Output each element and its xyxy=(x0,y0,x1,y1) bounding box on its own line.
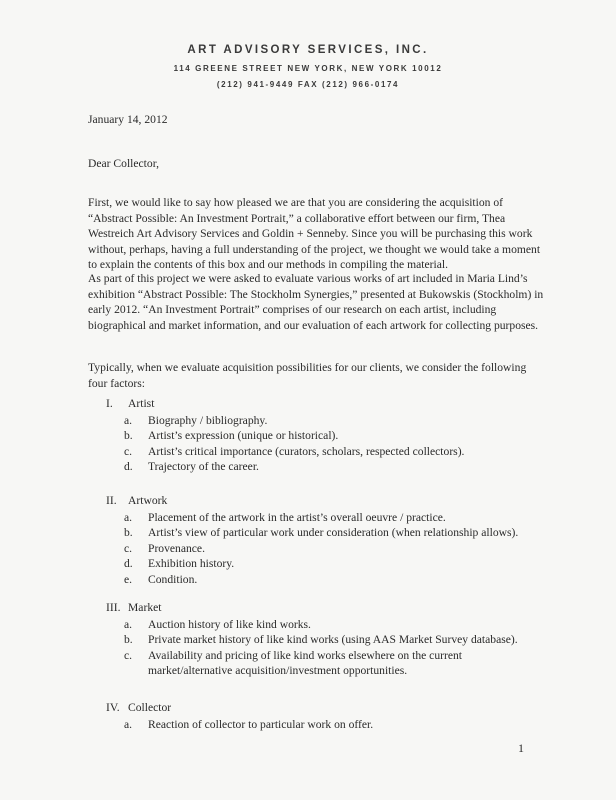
letter-date: January 14, 2012 xyxy=(88,113,168,126)
section-title xyxy=(106,493,528,509)
section-numeral: III. xyxy=(106,601,121,614)
list-item: e. Condition. xyxy=(124,572,198,586)
list-item: c. Artist’s critical importance (curators, scholars, respected collectors). xyxy=(124,444,465,458)
section-numeral: I. xyxy=(106,397,113,410)
section-numeral: II. xyxy=(106,494,117,507)
section-title-text: Artwork xyxy=(128,494,168,507)
list-item: c. Availability and pricing of like kind works elsewhere on the current market/alternative acquisition/investment opportunities. xyxy=(124,648,463,678)
section-title-text: Market xyxy=(128,601,162,614)
page-number: 1 xyxy=(518,741,524,755)
letterhead-address: 114 GREENE STREET NEW YORK, NEW YORK 10012 xyxy=(173,64,443,73)
list-item: b. Artist’s expression (unique or historical). xyxy=(124,429,339,443)
paragraph-evaluation: As part of this project we were asked to evaluate various works of art included in Maria Lind’s exhibition “Abstract Possible: The Stockholm Synergies,” presented at Bukowskis (Stockholm) in early 2012. “An Investment Portrait” comprises of our research on each artist, including biographical and market information, and our evaluation of each artwork for collecting purposes. xyxy=(88,272,544,332)
list-item: a. Auction history of like kind works. xyxy=(124,617,311,631)
section-title-text: Artist xyxy=(128,397,155,410)
list-item: c. Provenance. xyxy=(124,541,205,555)
letterhead-phone-fax: (212) 941-9449 FAX (212) 966-0174 xyxy=(216,80,400,89)
list-item: d. Exhibition history. xyxy=(124,557,235,571)
list-item: a. Biography / bibliography. xyxy=(124,413,268,427)
section-artwork xyxy=(106,493,528,588)
section-title xyxy=(106,700,528,716)
list-item: b. Private market history of like kind works (using AAS Market Survey database). xyxy=(124,633,518,647)
section-title xyxy=(106,600,528,616)
paragraph-intro: First, we would like to say how pleased we are that you are considering the acquisition of “Abstract Possible: An Investment Portrait,” a collaborative effort between our firm, Thea Westreich Art Advisory Services and Goldin + Senneby. Since you will be purchasing this work without, perhaps, having a full understanding of the project, we thought we would take a moment to explain the contents of this box and our methods in compiling the material. xyxy=(88,196,541,272)
section-title xyxy=(106,396,528,412)
letterhead-company-name: ART ADVISORY SERVICES, INC. xyxy=(187,44,429,56)
section-collector xyxy=(106,700,528,732)
section-artist xyxy=(106,396,528,475)
salutation: Dear Collector, xyxy=(88,157,160,170)
section-market xyxy=(106,600,528,679)
section-title-text: Collector xyxy=(128,701,172,714)
list-item: a. Placement of the artwork in the artist’s overall oeuvre / practice. xyxy=(124,510,446,524)
paragraph-factors: Typically, when we evaluate acquisition possibilities for our clients, we consider the following four factors: xyxy=(88,361,527,390)
list-item: d. Trajectory of the career. xyxy=(124,460,259,474)
list-item: a. Reaction of collector to particular work on offer. xyxy=(124,717,374,731)
section-numeral: IV. xyxy=(106,701,120,714)
list-item: b. Artist’s view of particular work under consideration (when relationship allows). xyxy=(124,526,519,540)
